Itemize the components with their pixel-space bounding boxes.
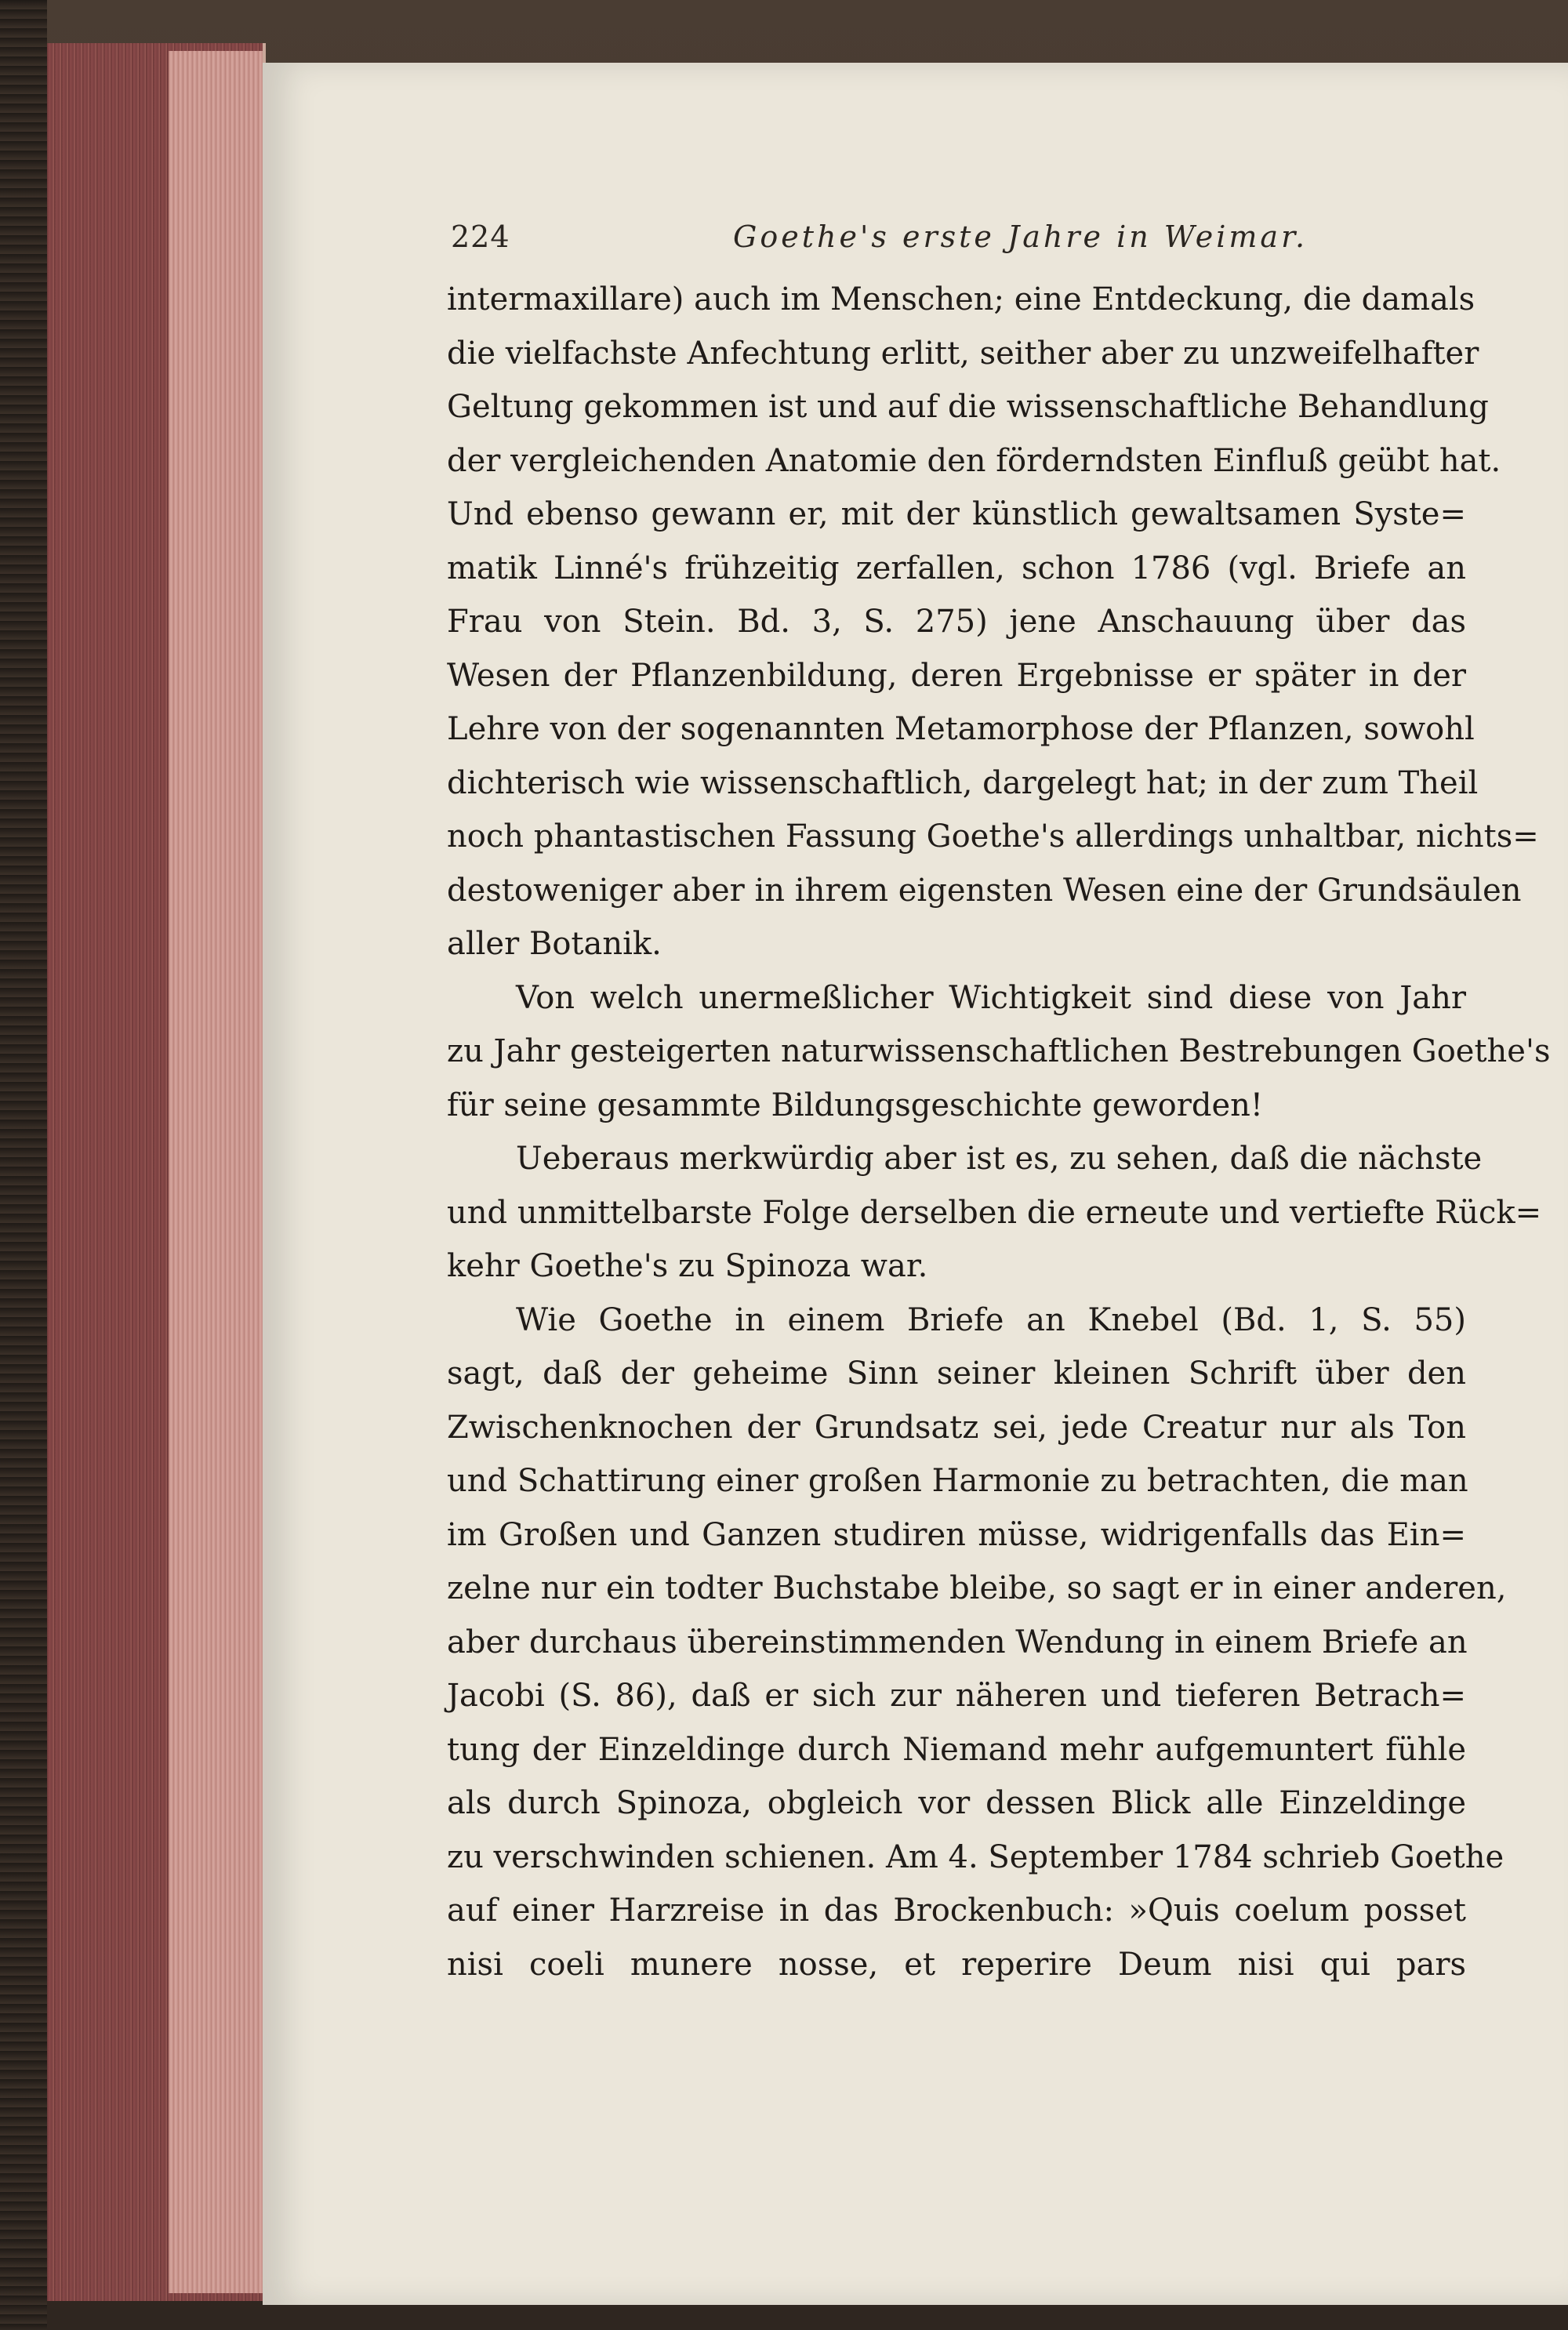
text-line: destoweniger aber in ihrem eigensten Wesen eine der Grundsäulen [447,872,1522,909]
text-line: nisi coeli munere nosse, et reperire Deum nisi qui pars [447,1946,1466,1983]
text-line: zu verschwinden schienen. Am 4. September 1784 schrieb Goethe [447,1838,1504,1875]
text-line: Von welch unermeßlicher Wichtigkeit sind diese von Jahr [516,979,1466,1016]
text-line: matik Linné's frühzeitig zerfallen, schon 1786 (vgl. Briefe an [447,550,1466,586]
text-line: Lehre von der sogenannten Metamorphose der Pflanzen, sowohl [447,711,1475,747]
text-line: im Großen und Ganzen studiren müsse, widrigenfalls das Ein= [447,1516,1466,1553]
running-title: Goethe's erste Jahre in Weimar. [733,220,1308,254]
text-line: für seine gesammte Bildungsgeschichte geworden! [447,1087,1263,1123]
text-line: kehr Goethe's zu Spinoza war. [447,1248,928,1284]
page-edges-inner [169,51,263,2293]
text-line: zelne nur ein todter Buchstabe bleibe, so sagt er in einer anderen, [447,1570,1507,1606]
body-text [447,273,1551,1991]
text-line: die vielfachste Anfechtung erlitt, seither aber zu unzweifelhafter [447,335,1479,372]
text-line: Zwischenknochen der Grundsatz sei, jede Creatur nur als Ton [447,1409,1466,1446]
text-line: als durch Spinoza, obgleich vor dessen Blick alle Einzeldinge [447,1785,1466,1821]
text-line: Wie Goethe in einem Briefe an Knebel (Bd. 1, S. 55) [516,1301,1466,1338]
text-line: dichterisch wie wissenschaftlich, dargelegt hat; in der zum Theil [447,764,1479,801]
running-head [451,220,1486,274]
text-line: auf einer Harzreise in das Brockenbuch: »Quis coelum posset [447,1893,1466,1929]
text-line: und unmittelbarste Folge derselben die erneute und vertiefte Rück= [447,1194,1542,1231]
text-line: Frau von Stein. Bd. 3, S. 275) jene Anschauung über das [447,604,1466,640]
text-line: aber durchaus übereinstimmenden Wendung in einem Briefe an [447,1624,1468,1660]
text-line: tung der Einzeldinge durch Niemand mehr aufgemuntert fühle [447,1731,1466,1768]
text-line: aller Botanik. [447,926,662,962]
text-line: Geltung gekommen ist und auf die wissenschaftliche Behandlung [447,389,1489,425]
text-line: noch phantastischen Fassung Goethe's allerdings unhaltbar, nichts= [447,818,1539,855]
text-line: der vergleichenden Anatomie den förderndsten Einfluß geübt hat. [447,442,1501,479]
text-line: intermaxillare) auch im Menschen; eine Entdeckung, die damals [447,281,1475,318]
text-line: Ueberaus merkwürdig aber ist es, zu sehen, daß die nächste [516,1141,1483,1177]
text-line: Und ebenso gewann er, mit der künstlich gewaltsamen Syste= [447,496,1466,532]
page-number: 224 [451,220,510,254]
book-page [263,63,1568,2305]
text-line: Jacobi (S. 86), daß er sich zur näheren und tieferen Betrach= [447,1678,1466,1714]
text-line: zu Jahr gesteigerten naturwissenschaftlichen Bestrebungen Goethe's [447,1033,1551,1069]
text-line: Wesen der Pflanzenbildung, deren Ergebnisse er später in der [447,657,1466,694]
text-line: und Schattirung einer großen Harmonie zu betrachten, die man [447,1463,1468,1499]
text-line: sagt, daß der geheime Sinn seiner kleinen Schrift über den [447,1356,1466,1392]
book-cover-edge [0,0,47,2330]
